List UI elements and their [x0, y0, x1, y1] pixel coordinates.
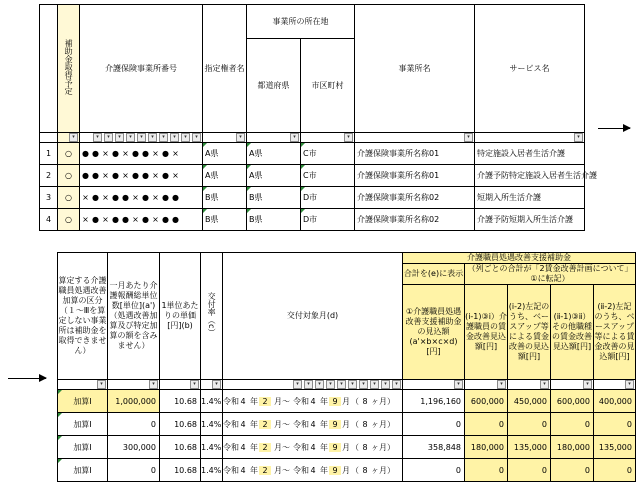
office-cell[interactable]: 介護保険事業所名称01	[355, 143, 475, 165]
service-cell[interactable]: 特定施設入居者生活介護	[475, 143, 585, 165]
total-note: 合計を(e)に表示	[403, 264, 465, 285]
months-suffix: ヶ月）	[371, 396, 395, 406]
digit-mark: ●	[112, 171, 118, 180]
era-to: 令和	[293, 396, 309, 406]
other-wage-header: (ⅱ-1)③ⅱ）その他職種の賃金改善見込額[円]	[551, 285, 594, 380]
prefecture-header: 都道府県	[247, 39, 301, 133]
paren-open: （	[351, 465, 359, 475]
city-cell[interactable]: D市	[301, 187, 355, 209]
other-baseup-header: (ⅱ-2)左記のうち、ベースアップ等による賃金改善の見込額[円]	[594, 285, 636, 380]
period-header: 交付対象月(d)	[223, 253, 403, 380]
rate-cell: 1.4%	[201, 459, 223, 482]
bottom-filter-row	[58, 380, 636, 390]
month-to: 9	[329, 443, 341, 452]
row-number-header	[40, 5, 58, 133]
table-row	[58, 413, 636, 436]
plan-note: （列ごとの合計が「2賃金改善計画について」①に転記）	[465, 264, 636, 285]
month-to: 9	[329, 420, 341, 429]
authority-header: 指定権者名	[203, 5, 247, 133]
table-row	[58, 390, 636, 413]
paren-open: （	[351, 419, 359, 429]
row-number: 3	[40, 187, 58, 209]
digit-mark: ●	[112, 149, 118, 158]
filter-dropdown-icon[interactable]: ▾	[359, 380, 368, 389]
subsidy-title: 介護職員処遇改善支援補助金	[403, 253, 636, 264]
digit-mark: ×	[122, 171, 128, 180]
months-suffix: ヶ月）	[371, 419, 395, 429]
plan-header: 補助金取得予定	[58, 5, 80, 133]
digit-mark: ×	[102, 149, 108, 158]
monthly-units-cell[interactable]: 0	[108, 459, 160, 482]
year-label: 年	[250, 419, 258, 429]
care-wage-header: (ⅰ-1)③ⅰ）介護職員の賃金改善見込額[円]	[465, 285, 508, 380]
month-from: 2	[259, 420, 271, 429]
prefecture-cell[interactable]: A県	[247, 143, 301, 165]
digit-mark: ●	[172, 193, 178, 202]
care-wage-cell[interactable]: 0	[465, 413, 508, 436]
era-to: 令和	[293, 419, 309, 429]
top-filter-row	[40, 133, 585, 143]
arrow-right-icon	[598, 128, 630, 129]
monthly-units-header: 一月あたり介護報酬総単位数[単位](a')（処遇改善加算及び特定加算の額を含みません）	[108, 253, 160, 380]
subsidy-estimate-cell: 0	[403, 459, 465, 482]
digit-mark: ●	[162, 193, 168, 202]
digit-mark: ●	[132, 149, 138, 158]
digit-mark: ●	[142, 215, 148, 224]
unit-price-cell: 10.68	[160, 413, 201, 436]
year-from: 4	[240, 419, 246, 429]
year-to: 4	[310, 396, 316, 406]
filter-dropdown-icon[interactable]: ▾	[170, 133, 179, 142]
digit-mark: ×	[152, 215, 158, 224]
month-from-label: 月～	[274, 396, 290, 406]
digit-mark: ●	[142, 193, 148, 202]
care-wage-cell[interactable]: 600,000	[465, 390, 508, 413]
table-row	[40, 209, 585, 231]
filter-dropdown-icon[interactable]: ▾	[625, 380, 634, 389]
digit-mark: ×	[172, 171, 178, 180]
month-to: 9	[329, 397, 341, 406]
plan-cell[interactable]: ○	[58, 209, 80, 231]
city-header: 市区町村	[301, 39, 355, 133]
digit-mark: ×	[82, 215, 88, 224]
filter-dropdown-icon[interactable]: ▾	[540, 380, 549, 389]
table-row	[58, 436, 636, 459]
prefecture-cell[interactable]: A県	[247, 165, 301, 187]
paren-open: （	[351, 396, 359, 406]
digit-mark: ●	[112, 215, 118, 224]
filter-dropdown-icon[interactable]: ▾	[97, 380, 106, 389]
filter-dropdown-icon[interactable]: ▾	[126, 133, 135, 142]
month-to-label: 月	[342, 396, 350, 406]
filter-dropdown-icon[interactable]: ▾	[104, 133, 113, 142]
prefecture-cell[interactable]: B県	[247, 209, 301, 231]
digit-mark: ●	[122, 215, 128, 224]
subsidy-estimate-cell: 1,196,160	[403, 390, 465, 413]
table-row	[40, 143, 585, 165]
month-to-label: 月	[342, 419, 350, 429]
filter-dropdown-icon[interactable]: ▾	[190, 380, 199, 389]
digit-mark: ●	[112, 193, 118, 202]
digit-mark: ●	[92, 215, 98, 224]
filter-dropdown-icon[interactable]: ▾	[293, 380, 302, 389]
rate-cell: 1.4%	[201, 413, 223, 436]
filter-dropdown-icon[interactable]: ▾	[454, 380, 463, 389]
other-wage-cell[interactable]: 0	[551, 459, 594, 482]
filter-dropdown-icon[interactable]: ▾	[381, 380, 390, 389]
filter-dropdown-icon[interactable]: ▾	[464, 133, 473, 142]
month-from-label: 月～	[274, 442, 290, 452]
month-to-label: 月	[342, 465, 350, 475]
digit-mark: ×	[102, 215, 108, 224]
service-cell[interactable]: 短期入所生活介護	[475, 187, 585, 209]
digit-mark: ●	[132, 171, 138, 180]
monthly-units-cell[interactable]: 0	[108, 413, 160, 436]
era-to: 令和	[293, 442, 309, 452]
digit-mark: ●	[82, 149, 88, 158]
digit-mark: ●	[162, 171, 168, 180]
filter-dropdown-icon[interactable]: ▾	[348, 380, 357, 389]
digit-mark: ●	[92, 193, 98, 202]
addition-cell[interactable]: 加算Ⅰ	[58, 436, 108, 459]
month-to: 9	[329, 466, 341, 475]
authority-cell[interactable]: B県	[203, 187, 247, 209]
filter-dropdown-icon[interactable]: ▾	[304, 380, 313, 389]
row-number: 1	[40, 143, 58, 165]
subsidy-table	[57, 252, 636, 482]
year-from: 4	[240, 396, 246, 406]
subsidy-estimate-header: ①介護職員処遇改善支援補助金の見込額(a'×b×c×d)[円]	[403, 285, 465, 380]
rate-cell: 1.4%	[201, 390, 223, 413]
era-from: 令和	[223, 465, 239, 475]
other-baseup-cell[interactable]: 0	[594, 459, 636, 482]
year-to: 4	[310, 465, 316, 475]
digit-mark: ×	[152, 171, 158, 180]
months-suffix: ヶ月）	[371, 442, 395, 452]
filter-dropdown-icon[interactable]: ▾	[69, 133, 78, 142]
filter-dropdown-icon[interactable]: ▾	[93, 133, 102, 142]
number-cell[interactable]	[80, 143, 203, 165]
other-wage-cell[interactable]: 600,000	[551, 390, 594, 413]
monthly-units-cell[interactable]: 300,000	[108, 436, 160, 459]
authority-cell[interactable]: A県	[203, 143, 247, 165]
filter-dropdown-icon[interactable]: ▾	[192, 133, 201, 142]
era-from: 令和	[223, 419, 239, 429]
office-cell[interactable]: 介護保険事業所名称02	[355, 187, 475, 209]
table-row	[40, 165, 585, 187]
office-cell[interactable]: 介護保険事業所名称01	[355, 165, 475, 187]
other-wage-cell[interactable]: 0	[551, 413, 594, 436]
era-from: 令和	[223, 396, 239, 406]
era-to: 令和	[293, 465, 309, 475]
other-baseup-cell[interactable]: 135,000	[594, 436, 636, 459]
number-cell[interactable]	[80, 187, 203, 209]
care-wage-cell[interactable]: 0	[465, 459, 508, 482]
rate-header: 交付率（c）	[201, 253, 223, 380]
month-from-label: 月～	[274, 419, 290, 429]
digit-mark: ×	[132, 215, 138, 224]
paren-open: （	[351, 442, 359, 452]
care-baseup-cell[interactable]: 450,000	[508, 390, 551, 413]
month-from: 2	[259, 397, 271, 406]
prefecture-cell[interactable]: B県	[247, 187, 301, 209]
plan-cell[interactable]: ○	[58, 187, 80, 209]
care-baseup-cell[interactable]: 135,000	[508, 436, 551, 459]
digit-mark: ×	[152, 149, 158, 158]
year-label: 年	[320, 419, 328, 429]
period-cell[interactable]	[223, 390, 403, 413]
digit-mark: ×	[102, 171, 108, 180]
service-header: サービス名	[475, 5, 585, 133]
filter-dropdown-icon[interactable]: ▾	[315, 380, 324, 389]
filter-dropdown-icon[interactable]: ▾	[370, 380, 379, 389]
unit-price-cell: 10.68	[160, 390, 201, 413]
filter-dropdown-icon[interactable]: ▾	[574, 133, 583, 142]
filter-dropdown-icon[interactable]: ▾	[497, 380, 506, 389]
care-wage-cell[interactable]: 180,000	[465, 436, 508, 459]
year-to: 4	[310, 442, 316, 452]
table-row	[58, 459, 636, 482]
plan-cell[interactable]: ○	[58, 143, 80, 165]
digit-mark: ●	[162, 215, 168, 224]
number-cell[interactable]	[80, 165, 203, 187]
months-count: 8	[362, 419, 368, 429]
filter-dropdown-icon[interactable]: ▾	[181, 133, 190, 142]
era-from: 令和	[223, 442, 239, 452]
digit-mark: ●	[92, 171, 98, 180]
city-cell[interactable]: C市	[301, 165, 355, 187]
digit-mark: ×	[152, 193, 158, 202]
care-baseup-cell[interactable]: 0	[508, 459, 551, 482]
digit-mark: ●	[142, 149, 148, 158]
service-cell[interactable]: 介護予防短期入所生活介護	[475, 209, 585, 231]
year-label: 年	[320, 442, 328, 452]
office-header: 事業所名	[355, 5, 475, 133]
monthly-units-cell[interactable]: 1,000,000	[108, 390, 160, 413]
digit-mark: ×	[82, 193, 88, 202]
filter-dropdown-icon[interactable]: ▾	[236, 133, 245, 142]
addition-cell[interactable]: 加算Ⅰ	[58, 413, 108, 436]
filter-dropdown-icon[interactable]: ▾	[115, 133, 124, 142]
unit-price-header: 1単位あたりの単価[円](b)	[160, 253, 201, 380]
number-header: 介護保険事業所番号	[80, 5, 203, 133]
filter-dropdown-icon[interactable]: ▾	[344, 133, 353, 142]
months-count: 8	[362, 442, 368, 452]
filter-dropdown-icon[interactable]: ▾	[337, 380, 346, 389]
year-label: 年	[320, 465, 328, 475]
filter-dropdown-icon[interactable]: ▾	[149, 380, 158, 389]
year-label: 年	[250, 465, 258, 475]
months-count: 8	[362, 396, 368, 406]
digit-mark: ●	[172, 215, 178, 224]
filter-dropdown-icon[interactable]: ▾	[583, 380, 592, 389]
filter-dropdown-icon[interactable]: ▾	[148, 133, 157, 142]
filter-dropdown-icon[interactable]: ▾	[159, 133, 168, 142]
unit-price-cell: 10.68	[160, 436, 201, 459]
year-from: 4	[240, 442, 246, 452]
digit-mark: ●	[122, 193, 128, 202]
period-cell[interactable]	[223, 413, 403, 436]
year-label: 年	[250, 396, 258, 406]
care-baseup-cell[interactable]: 0	[508, 413, 551, 436]
digit-mark: ×	[172, 149, 178, 158]
other-wage-cell[interactable]: 180,000	[551, 436, 594, 459]
service-cell[interactable]: 介護予防特定施設入居者生活介護	[475, 165, 585, 187]
row-number: 2	[40, 165, 58, 187]
city-cell[interactable]: C市	[301, 143, 355, 165]
digit-mark: ●	[142, 171, 148, 180]
digit-mark: ×	[102, 193, 108, 202]
other-baseup-cell[interactable]: 0	[594, 413, 636, 436]
office-cell[interactable]: 介護保険事業所名称02	[355, 209, 475, 231]
rate-cell: 1.4%	[201, 436, 223, 459]
office-table	[39, 4, 597, 231]
plan-cell[interactable]: ○	[58, 165, 80, 187]
period-cell[interactable]	[223, 459, 403, 482]
row-number: 4	[40, 209, 58, 231]
other-baseup-cell[interactable]: 400,000	[594, 390, 636, 413]
filter-dropdown-icon[interactable]: ▾	[326, 380, 335, 389]
digit-mark: ●	[92, 149, 98, 158]
month-from: 2	[259, 443, 271, 452]
addition-cell[interactable]: 加算Ⅰ	[58, 459, 108, 482]
digit-mark: ×	[122, 149, 128, 158]
year-label: 年	[320, 396, 328, 406]
year-from: 4	[240, 465, 246, 475]
addition-cell[interactable]: 加算Ⅰ	[58, 390, 108, 413]
period-cell[interactable]	[223, 436, 403, 459]
digit-mark: ●	[162, 149, 168, 158]
location-header: 事業所の所在地	[247, 5, 355, 39]
year-label: 年	[250, 442, 258, 452]
month-from: 2	[259, 466, 271, 475]
filter-dropdown-icon[interactable]: ▾	[137, 133, 146, 142]
digit-mark: ×	[132, 193, 138, 202]
authority-cell[interactable]: A県	[203, 165, 247, 187]
month-from-label: 月～	[274, 465, 290, 475]
subsidy-estimate-cell: 358,848	[403, 436, 465, 459]
care-baseup-header: (ⅰ-2)左記のうち、ベースアップ等による賃金改善の見込額[円]	[508, 285, 551, 380]
city-cell[interactable]: D市	[301, 209, 355, 231]
unit-price-cell: 10.68	[160, 459, 201, 482]
months-suffix: ヶ月）	[371, 465, 395, 475]
arrow-right-icon	[8, 378, 46, 379]
digit-mark: ●	[82, 171, 88, 180]
months-count: 8	[362, 465, 368, 475]
filter-dropdown-icon[interactable]: ▾	[290, 133, 299, 142]
filter-dropdown-icon[interactable]: ▾	[212, 380, 221, 389]
table-row	[40, 187, 585, 209]
subsidy-estimate-cell: 0	[403, 413, 465, 436]
year-to: 4	[310, 419, 316, 429]
filter-dropdown-icon[interactable]: ▾	[392, 380, 401, 389]
number-cell[interactable]	[80, 209, 203, 231]
addition-header: 算定する介護職員処遇改善加算の区分（１～Ⅲを算定しない事業所は補助金を取得できません）	[58, 253, 108, 380]
authority-cell[interactable]: B県	[203, 209, 247, 231]
month-to-label: 月	[342, 442, 350, 452]
